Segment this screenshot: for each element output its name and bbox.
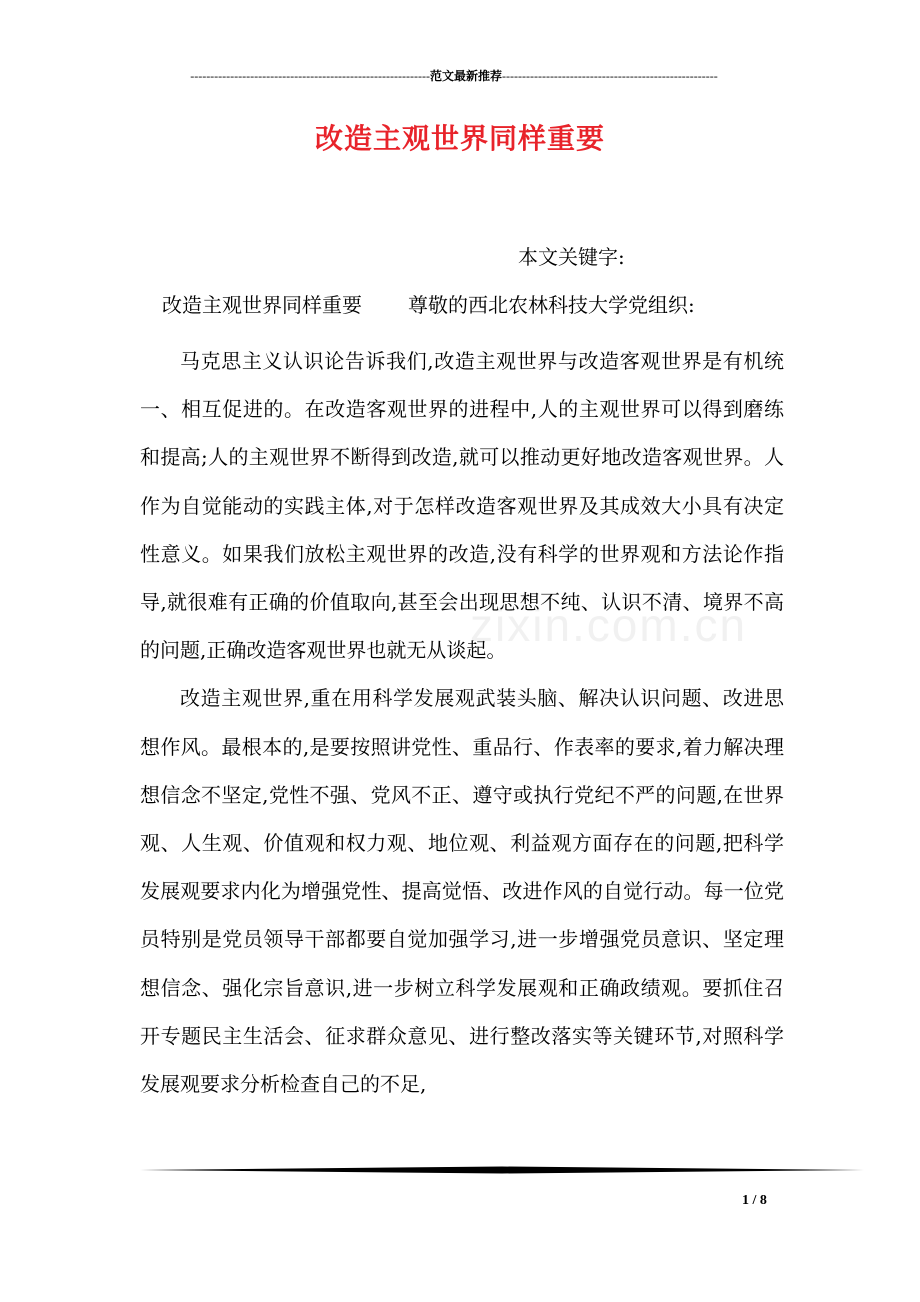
header-tag: 范文最新推荐 [429, 69, 502, 83]
paragraph-2: 改造主观世界,重在用科学发展观武装头脑、解决认识问题、改进思想作风。最根本的,是要按照讲党性、重品行、作表率的要求,着力解决理想信念不坚定,党性不强、党风不正、遵守或执行党纪不严的问题,在世界观、人生观、价值观和权力观、地位观、利益观方面存在的问题,把科学发展观要求内化为增强党性、提高觉悟、改进作风的自觉行动。每一位党员特别是党员领导干部都要自觉加强学习,进一步增强党员意识、坚定理想信念、强化宗旨意识,进一步树立科学发展观和正确政绩观。要抓住召开专题民主生活会、征求群众意见、进行整改落实等关键环节,对照科学发展观要求分析检查自己的不足, [140, 686, 784, 1097]
document-title: 改造主观世界同样重要 [314, 122, 605, 155]
watermark: zixin.com.cn [470, 599, 748, 651]
intro-line [162, 288, 695, 322]
page-header [140, 68, 768, 84]
keyword-label: 本文关键字: [518, 245, 625, 269]
page-number: 1 / 8 [742, 1193, 767, 1208]
footer-rule [140, 1166, 864, 1174]
intro-keyword: 改造主观世界同样重要 [162, 293, 362, 317]
header-dashes-left: ------------------------------------------------------------ [190, 69, 430, 83]
paragraph-1: 马克思主义认识论告诉我们,改造主观世界与改造客观世界是有机统一、相互促进的。在改造客观世界的进程中,人的主观世界可以得到磨练和提高;人的主观世界不断得到改造,就可以推动更好地改造客观世界。人作为自觉能动的实践主体,对于怎样改造客观世界及其成效大小具有决定性意义。如果我们放松主观世界的改造,没有科学的世界观和方法论作指导,就很难有正确的价值取向,甚至会出现思想不纯、认识不清、境界不高的问题,正确改造客观世界也就无从谈起。 [140, 349, 784, 663]
document-body [140, 337, 784, 1108]
salutation: 尊敬的西北农林科技大学党组织: [408, 293, 695, 317]
header-dashes-right: ------------------------------------------------------ [501, 69, 718, 83]
